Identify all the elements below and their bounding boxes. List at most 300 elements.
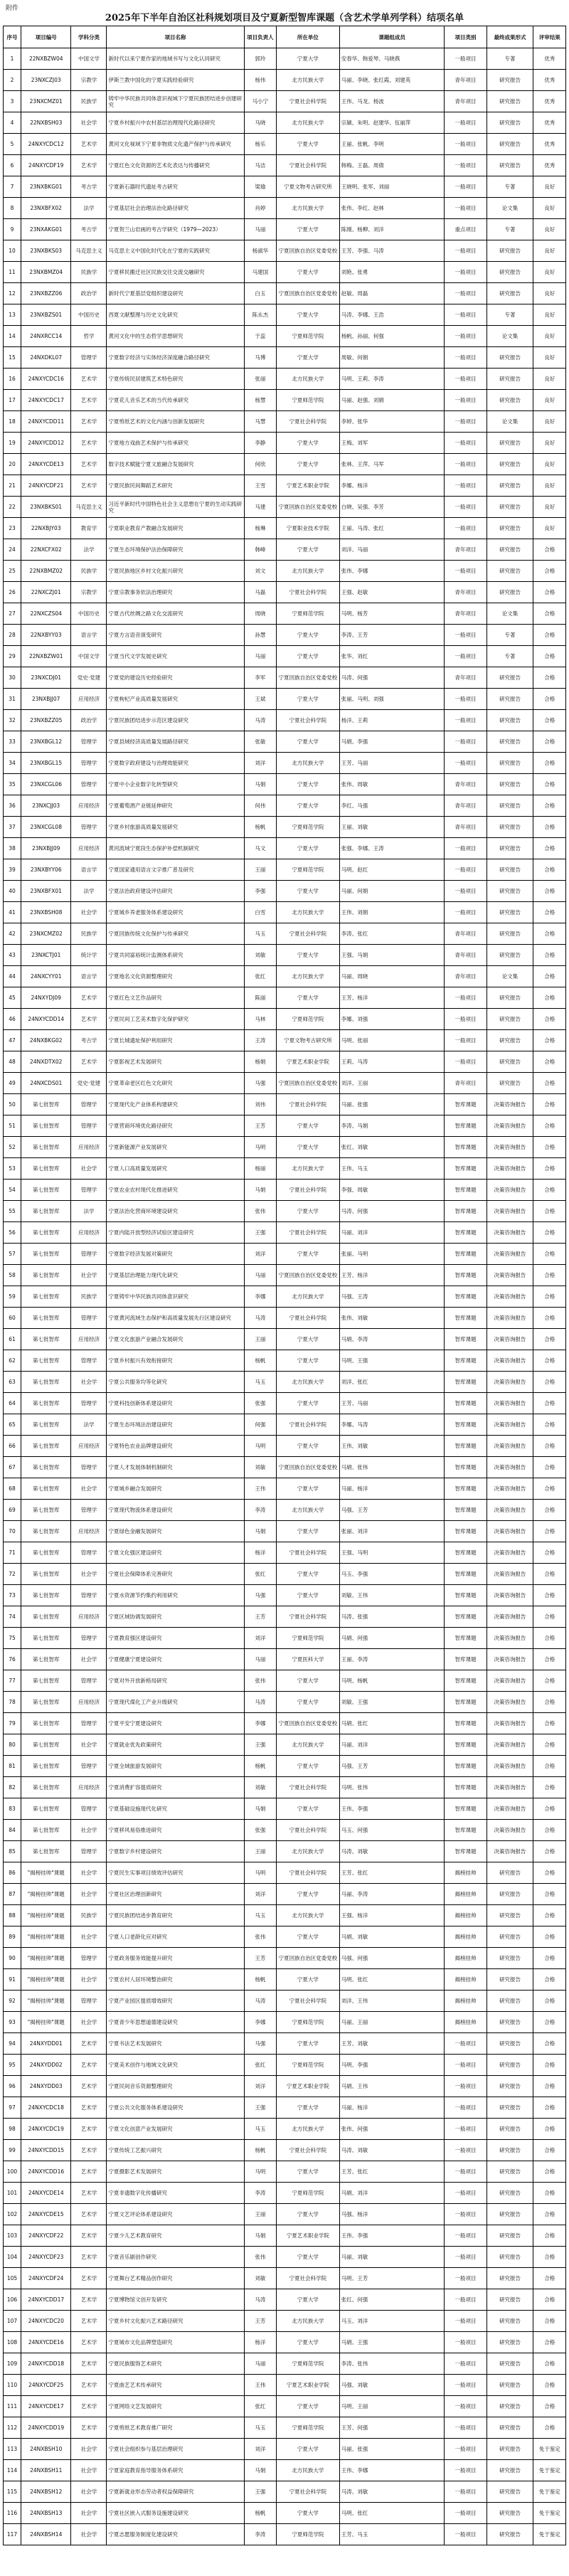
cell-institution: 宁夏大学 [277, 2289, 340, 2311]
cell-institution: 宁夏社会科学院 [277, 1222, 340, 1244]
cell-project-code: 24NXYCDD11 [21, 411, 71, 433]
cell-project-code: 23NXCJJ03 [21, 795, 71, 817]
cell-project-name: 宁夏基层社会治理法治化路径研究 [107, 198, 244, 219]
cell-result: 良好 [533, 475, 566, 497]
cell-output: 研究报告 [486, 475, 533, 497]
cell-project-code: 第七批智库 [21, 1649, 71, 1670]
cell-discipline: 考古学 [71, 176, 107, 198]
cell-discipline: 艺术学 [71, 2353, 107, 2375]
cell-institution: 宁夏师范学院 [277, 326, 340, 347]
cell-index: 55 [4, 1201, 21, 1222]
cell-members: 张林、王萍、马军 [339, 454, 445, 475]
cell-index: 45 [4, 987, 21, 1009]
cell-index: 99 [4, 2140, 21, 2161]
cell-index: 80 [4, 1734, 21, 1756]
cell-members: 李涛、张伟 [339, 2353, 445, 2375]
cell-project-code: 第七批智库 [21, 1500, 71, 1521]
cell-category: 智库课题 [445, 1478, 486, 1500]
cell-project-code: 23NXBJJ07 [21, 689, 71, 710]
cell-index: 36 [4, 795, 21, 817]
cell-index: 101 [4, 2183, 21, 2204]
cell-project-code: 24NXCYY01 [21, 966, 71, 987]
table-row [4, 1713, 566, 1734]
cell-discipline: 艺术学 [71, 2076, 107, 2097]
cell-category: 揭榜挂帅 [445, 2012, 486, 2033]
table-row [4, 667, 566, 689]
cell-members: 张伟、李娜 [339, 561, 445, 582]
cell-category: 智库课题 [445, 1158, 486, 1180]
cell-members: 马玉、何强 [339, 1820, 445, 1841]
cell-members: 王强、杨洋 [339, 1905, 445, 1926]
cell-discipline: 艺术学 [71, 411, 107, 433]
cell-project-code: 24NXYCDC20 [21, 2311, 71, 2332]
cell-category: 青年项目 [445, 539, 486, 561]
cell-leader: 何强 [244, 1414, 276, 1436]
cell-discipline: 艺术学 [71, 2033, 107, 2055]
cell-result: 优秀 [533, 91, 566, 112]
cell-institution: 宁夏文物考古研究所 [277, 176, 340, 198]
cell-members: 王芳、李强、马涛 [339, 240, 445, 262]
cell-project-code: 24NXYCDD18 [21, 2353, 71, 2375]
cell-discipline: 艺术学 [71, 2247, 107, 2268]
cell-leader: 王丽 [244, 1841, 276, 1862]
cell-project-name: 宁夏黄河流域生态保护和高质量发展先行区建设研究 [107, 1308, 244, 1329]
table-row [4, 1201, 566, 1222]
cell-project-name: 宁夏摄影艺术发展研究 [107, 2161, 244, 2183]
table-row [4, 710, 566, 731]
cell-category: 一般项目 [445, 48, 486, 70]
cell-category: 一般项目 [445, 1009, 486, 1030]
cell-output: 决策咨询报告 [486, 1094, 533, 1115]
cell-discipline: 法学 [71, 881, 107, 902]
cell-index: 93 [4, 2012, 21, 2033]
cell-index: 106 [4, 2289, 21, 2311]
cell-institution: 宁夏回族自治区党委党校 [277, 1713, 340, 1734]
cell-members: 李涛、王芳 [339, 625, 445, 646]
cell-institution: 宁夏师范学院 [277, 1009, 340, 1030]
cell-leader: 王丽 [244, 1329, 276, 1350]
cell-index: 49 [4, 1073, 21, 1094]
cell-index: 64 [4, 1393, 21, 1414]
cell-members: 马丽、刘洋 [339, 1734, 445, 1756]
cell-leader: 马娟 [244, 2460, 276, 2481]
cell-members: 安春华、韩爱琴、马晓燕 [339, 48, 445, 70]
cell-result: 合格 [533, 1692, 566, 1713]
cell-leader: 马明 [244, 1137, 276, 1158]
cell-institution: 宁夏艺术职业学院 [277, 2225, 340, 2247]
cell-index: 25 [4, 561, 21, 582]
table-row [4, 1073, 566, 1094]
cell-category: 揭榜挂帅 [445, 1862, 486, 1884]
cell-discipline: 管理学 [71, 1500, 107, 1521]
cell-project-name: 宁夏社区嵌入式服务设施建设研究 [107, 2503, 244, 2524]
table-row [4, 1457, 566, 1478]
cell-output: 研究报告 [486, 817, 533, 838]
cell-result: 免于鉴定 [533, 2524, 566, 2545]
table-row [4, 304, 566, 326]
table-row [4, 475, 566, 497]
table-row [4, 1158, 566, 1180]
cell-members: 马明、李强 [339, 2055, 445, 2076]
cell-output: 决策咨询报告 [486, 1606, 533, 1628]
cell-output: 研究报告 [486, 1884, 533, 1905]
cell-category: 智库课题 [445, 1180, 486, 1201]
cell-members: 马涛、张强 [339, 1606, 445, 1628]
cell-project-name: 宁夏共同富裕统计监测体系研究 [107, 945, 244, 966]
cell-project-name: 马克思主义中国化时代化在宁夏的实践研究 [107, 240, 244, 262]
cell-leader: 张丽 [244, 369, 276, 390]
cell-institution: 北方民族大学 [277, 561, 340, 582]
cell-result: 合格 [533, 646, 566, 667]
cell-category: 智库课题 [445, 1115, 486, 1137]
cell-leader: 马晓 [244, 112, 276, 134]
cell-discipline: 艺术学 [71, 2332, 107, 2353]
cell-index: 50 [4, 1094, 21, 1115]
cell-category: 青年项目 [445, 582, 486, 603]
cell-institution: 宁夏社会科学院 [277, 1820, 340, 1841]
cell-project-name: 宁夏法治政府建设评估研究 [107, 881, 244, 902]
cell-index: 47 [4, 1030, 21, 1051]
cell-output: 决策咨询报告 [486, 1372, 533, 1393]
table-row [4, 1180, 566, 1201]
cell-institution: 宁夏社会科学院 [277, 1308, 340, 1329]
cell-institution: 宁夏职业技术学院 [277, 518, 340, 539]
cell-project-name: 宁夏移民搬迁社区民族交往交流交融研究 [107, 262, 244, 283]
cell-discipline: 管理学 [71, 1756, 107, 1777]
cell-output: 研究报告 [486, 2503, 533, 2524]
cell-discipline: 社会学 [71, 1478, 107, 1500]
table-row [4, 731, 566, 753]
cell-project-name: 宁夏人才发展体制机制研究 [107, 1457, 244, 1478]
cell-discipline: 应用经济 [71, 1222, 107, 1244]
cell-output: 研究报告 [486, 1030, 533, 1051]
cell-result: 优秀 [533, 112, 566, 134]
table-row [4, 2396, 566, 2417]
cell-category: 一般项目 [445, 347, 486, 369]
cell-index: 28 [4, 625, 21, 646]
cell-index: 58 [4, 1265, 21, 1286]
cell-members: 马明、张红 [339, 2503, 445, 2524]
cell-project-code: 第七批智库 [21, 1222, 71, 1244]
cell-index: 112 [4, 2417, 21, 2439]
cell-project-code: 第七批智库 [21, 1542, 71, 1564]
cell-leader: 杨帆 [244, 1756, 276, 1777]
cell-project-name: 宁夏新石器时代遗址考古研究 [107, 176, 244, 198]
cell-index: 83 [4, 1798, 21, 1820]
cell-output: 研究报告 [486, 987, 533, 1009]
cell-result: 合格 [533, 966, 566, 987]
cell-project-code: 第七批智库 [21, 1756, 71, 1777]
cell-result: 合格 [533, 1820, 566, 1841]
cell-project-code: "揭榜挂帅"课题 [21, 1969, 71, 1991]
table-row [4, 2332, 566, 2353]
cell-discipline: 艺术学 [71, 2225, 107, 2247]
cell-project-code: 22NXCZS04 [21, 603, 71, 625]
cell-result: 合格 [533, 2183, 566, 2204]
cell-result: 良好 [533, 283, 566, 304]
cell-discipline: 社会学 [71, 2012, 107, 2033]
cell-category: 一般项目 [445, 2353, 486, 2375]
cell-institution: 宁夏大学 [277, 2097, 340, 2119]
cell-members: 马涛、刘敏 [339, 2481, 445, 2503]
cell-category: 智库课题 [445, 1457, 486, 1478]
cell-project-code: 第七批智库 [21, 1713, 71, 1734]
table-row [4, 1051, 566, 1073]
cell-output: 决策咨询报告 [486, 1734, 533, 1756]
table-row [4, 1564, 566, 1585]
cell-project-code: 22NXBYY03 [21, 625, 71, 646]
cell-members: 张丽、马明 [339, 1244, 445, 1265]
cell-leader: 郭玲 [244, 48, 276, 70]
table-row [4, 1798, 566, 1820]
cell-members: 李强、周敏 [339, 1180, 445, 1201]
cell-leader: 刘敏 [244, 945, 276, 966]
cell-index: 84 [4, 1820, 21, 1841]
cell-leader: 杨洋 [244, 1542, 276, 1564]
cell-project-name: 宁夏新就业形态劳动者权益保障研究 [107, 2481, 244, 2503]
cell-category: 一般项目 [445, 838, 486, 859]
cell-project-code: 23NXBYY06 [21, 859, 71, 881]
cell-leader: 马建 [244, 497, 276, 518]
cell-category: 青年项目 [445, 774, 486, 795]
cell-result: 合格 [533, 1457, 566, 1478]
table-row [4, 795, 566, 817]
cell-category: 青年项目 [445, 966, 486, 987]
cell-discipline: 党史·党建 [71, 667, 107, 689]
attachment-label: 附件 [6, 5, 19, 12]
cell-output: 研究报告 [486, 667, 533, 689]
cell-result: 合格 [533, 1094, 566, 1115]
table-row [4, 774, 566, 795]
table-row [4, 2353, 566, 2375]
cell-project-name: 宁夏国家通用语言文字推广普及研究 [107, 859, 244, 881]
cell-discipline: 社会学 [71, 1564, 107, 1585]
cell-category: 一般项目 [445, 2311, 486, 2332]
table-row [4, 369, 566, 390]
cell-result: 合格 [533, 1073, 566, 1094]
cell-project-code: 23NXBJJ09 [21, 838, 71, 859]
cell-category: 一般项目 [445, 240, 486, 262]
cell-output: 研究报告 [486, 1051, 533, 1073]
cell-leader: 马玉 [244, 2417, 276, 2439]
cell-output: 决策咨询报告 [486, 1756, 533, 1777]
cell-index: 70 [4, 1521, 21, 1542]
cell-institution: 宁夏社会科学院 [277, 2268, 340, 2289]
cell-category: 智库课题 [445, 1606, 486, 1628]
cell-discipline: 社会学 [71, 2439, 107, 2460]
cell-project-name: 宁夏农村人居环境整治研究 [107, 1969, 244, 1991]
cell-result: 合格 [533, 1478, 566, 1500]
table-row [4, 1820, 566, 1841]
cell-result: 合格 [533, 1329, 566, 1350]
cell-project-code: 第七批智库 [21, 1372, 71, 1393]
cell-leader: 李强 [244, 881, 276, 902]
cell-index: 46 [4, 1009, 21, 1030]
cell-project-code: 23NXCTJ01 [21, 945, 71, 966]
cell-result: 免于鉴定 [533, 2439, 566, 2460]
cell-members: 张丽、刘洋 [339, 1521, 445, 1542]
cell-leader: 马明 [244, 1862, 276, 1884]
cell-output: 研究报告 [486, 2033, 533, 2055]
cell-leader: 陈丽 [244, 987, 276, 1009]
cell-project-code: 第七批智库 [21, 1180, 71, 1201]
table-row [4, 454, 566, 475]
cell-project-name: 宁夏现代化产业体系构建研究 [107, 1094, 244, 1115]
cell-leader: 马文 [244, 838, 276, 859]
cell-project-code: 24NXRCC14 [21, 326, 71, 347]
cell-leader: 刘洋 [244, 2439, 276, 2460]
cell-discipline: 艺术学 [71, 2119, 107, 2140]
cell-members: 刘洋、王丽 [339, 1073, 445, 1094]
table-row [4, 1286, 566, 1308]
cell-output: 研究报告 [486, 2481, 533, 2503]
cell-result: 合格 [533, 1265, 566, 1286]
cell-project-code: "揭榜挂帅"课题 [21, 1948, 71, 1969]
table-row [4, 2268, 566, 2289]
cell-project-name: 宁夏葡萄酒产业链延伸研究 [107, 795, 244, 817]
cell-institution: 宁夏大学 [277, 881, 340, 902]
cell-members: 马丽、刘洋 [339, 1222, 445, 1244]
table-row [4, 1948, 566, 1969]
cell-index: 102 [4, 2204, 21, 2225]
cell-output: 研究报告 [486, 923, 533, 945]
cell-output: 研究报告 [486, 1969, 533, 1991]
cell-institution: 宁夏大学 [277, 2033, 340, 2055]
cell-members: 马玉、刘洋 [339, 2311, 445, 2332]
cell-project-name: 宁夏绿色金融发展研究 [107, 1521, 244, 1542]
cell-index: 109 [4, 2353, 21, 2375]
cell-index: 61 [4, 1329, 21, 1350]
cell-project-code: 22NXBJY03 [21, 518, 71, 539]
cell-project-code: 23NXBGL15 [21, 753, 71, 774]
cell-category: 智库课题 [445, 1542, 486, 1564]
cell-members: 王丽、李涛 [339, 1649, 445, 1670]
table-row [4, 859, 566, 881]
table-row [4, 2076, 566, 2097]
cell-result: 合格 [533, 1244, 566, 1265]
cell-institution: 宁夏大学 [277, 838, 340, 859]
cell-institution: 宁夏大学 [277, 689, 340, 710]
cell-project-code: 第七批智库 [21, 1158, 71, 1180]
cell-project-code: 第七批智库 [21, 1798, 71, 1820]
cell-discipline: 民族学 [71, 561, 107, 582]
cell-output: 研究报告 [486, 1905, 533, 1926]
table-row [4, 1606, 566, 1628]
cell-project-code: 23NXCGL06 [21, 774, 71, 795]
cell-project-code: 24NXYCDC16 [21, 369, 71, 390]
cell-project-code: 24NXYDJ09 [21, 987, 71, 1009]
cell-leader: 王芳 [244, 1115, 276, 1137]
cell-institution: 宁夏大学 [277, 1670, 340, 1692]
cell-discipline: 法学 [71, 1414, 107, 1436]
cell-members: 刘洋、王伟 [339, 1991, 445, 2012]
cell-leader: 张强 [244, 1820, 276, 1841]
cell-members: 马强、何强 [339, 1948, 445, 1969]
cell-institution: 宁夏回族自治区党委党校 [277, 240, 340, 262]
cell-leader: 刘洋 [244, 1244, 276, 1265]
cell-members: 马丽、杨洋 [339, 2097, 445, 2119]
cell-project-code: 23NXBFX02 [21, 198, 71, 219]
cell-index: 110 [4, 2375, 21, 2396]
table-row [4, 1521, 566, 1542]
cell-category: 一般项目 [445, 561, 486, 582]
cell-discipline: 管理学 [71, 1628, 107, 1649]
cell-result: 合格 [533, 1862, 566, 1884]
cell-result: 合格 [533, 859, 566, 881]
cell-institution: 宁夏大学 [277, 347, 340, 369]
cell-project-code: 第七批智库 [21, 1329, 71, 1350]
cell-output: 决策咨询报告 [486, 1180, 533, 1201]
cell-project-name: 黄河文化中的生态哲学思想研究 [107, 326, 244, 347]
cell-discipline: 法学 [71, 539, 107, 561]
cell-institution: 宁夏师范学院 [277, 2012, 340, 2033]
cell-category: 智库课题 [445, 1094, 486, 1115]
cell-project-code: 第七批智库 [21, 1244, 71, 1265]
cell-members: 王伟、李娜 [339, 2460, 445, 2481]
cell-members: 王芳、刘敏 [339, 2033, 445, 2055]
cell-result: 良好 [533, 326, 566, 347]
cell-members: 刘洋、马丽 [339, 539, 445, 561]
cell-discipline: 社会学 [71, 2503, 107, 2524]
col-header-project-code: 项目编号 [21, 26, 71, 48]
cell-output: 决策咨询报告 [486, 1137, 533, 1158]
cell-category: 一般项目 [445, 859, 486, 881]
cell-discipline: 政治学 [71, 283, 107, 304]
cell-leader: 马玉 [244, 1905, 276, 1926]
cell-project-code: 第七批智库 [21, 1414, 71, 1436]
cell-project-name: 宁夏现代物流体系建设研究 [107, 1500, 244, 1521]
table-row [4, 283, 566, 304]
cell-result: 合格 [533, 1500, 566, 1521]
cell-leader: 王斌 [244, 689, 276, 710]
cell-project-code: 第七批智库 [21, 1777, 71, 1798]
cell-project-name: 宁夏科技创新体系建设研究 [107, 1393, 244, 1414]
cell-result: 良好 [533, 390, 566, 411]
cell-project-code: 23NXBZZ05 [21, 710, 71, 731]
cell-discipline: 艺术学 [71, 987, 107, 1009]
cell-output: 决策咨询报告 [486, 1713, 533, 1734]
cell-leader: 杨洋 [244, 2332, 276, 2353]
cell-category: 一般项目 [445, 2204, 486, 2225]
cell-output: 研究报告 [486, 2097, 533, 2119]
cell-discipline: 社会学 [71, 112, 107, 134]
cell-project-code: 24NXYCDF24 [21, 2268, 71, 2289]
cell-institution: 宁夏社会科学院 [277, 2140, 340, 2161]
cell-category: 一般项目 [445, 646, 486, 667]
cell-leader: 张红 [244, 2396, 276, 2417]
results-table [3, 26, 566, 2545]
cell-project-code: 24NXYCDE13 [21, 454, 71, 475]
cell-result: 合格 [533, 2012, 566, 2033]
cell-leader: 马玉 [244, 923, 276, 945]
cell-discipline: 艺术学 [71, 2140, 107, 2161]
table-header [4, 26, 566, 48]
cell-project-name: 宁夏贺兰山岩画的考古学研究（1979—2023） [107, 219, 244, 240]
cell-institution: 宁夏大学 [277, 1393, 340, 1414]
table-row [4, 2033, 566, 2055]
cell-project-code: "揭榜挂帅"课题 [21, 1884, 71, 1905]
cell-index: 7 [4, 176, 21, 198]
cell-discipline: 管理学 [71, 347, 107, 369]
cell-discipline: 管理学 [71, 1948, 107, 1969]
cell-result: 合格 [533, 2332, 566, 2353]
cell-result: 合格 [533, 1884, 566, 1905]
cell-project-name: 宁夏博物馆文创开发研究 [107, 2289, 244, 2311]
cell-index: 44 [4, 966, 21, 987]
cell-members: 马明、张红 [339, 1969, 445, 1991]
cell-institution: 宁夏回族自治区党委党校 [277, 1457, 340, 1478]
cell-leader: 杨帆 [244, 2503, 276, 2524]
